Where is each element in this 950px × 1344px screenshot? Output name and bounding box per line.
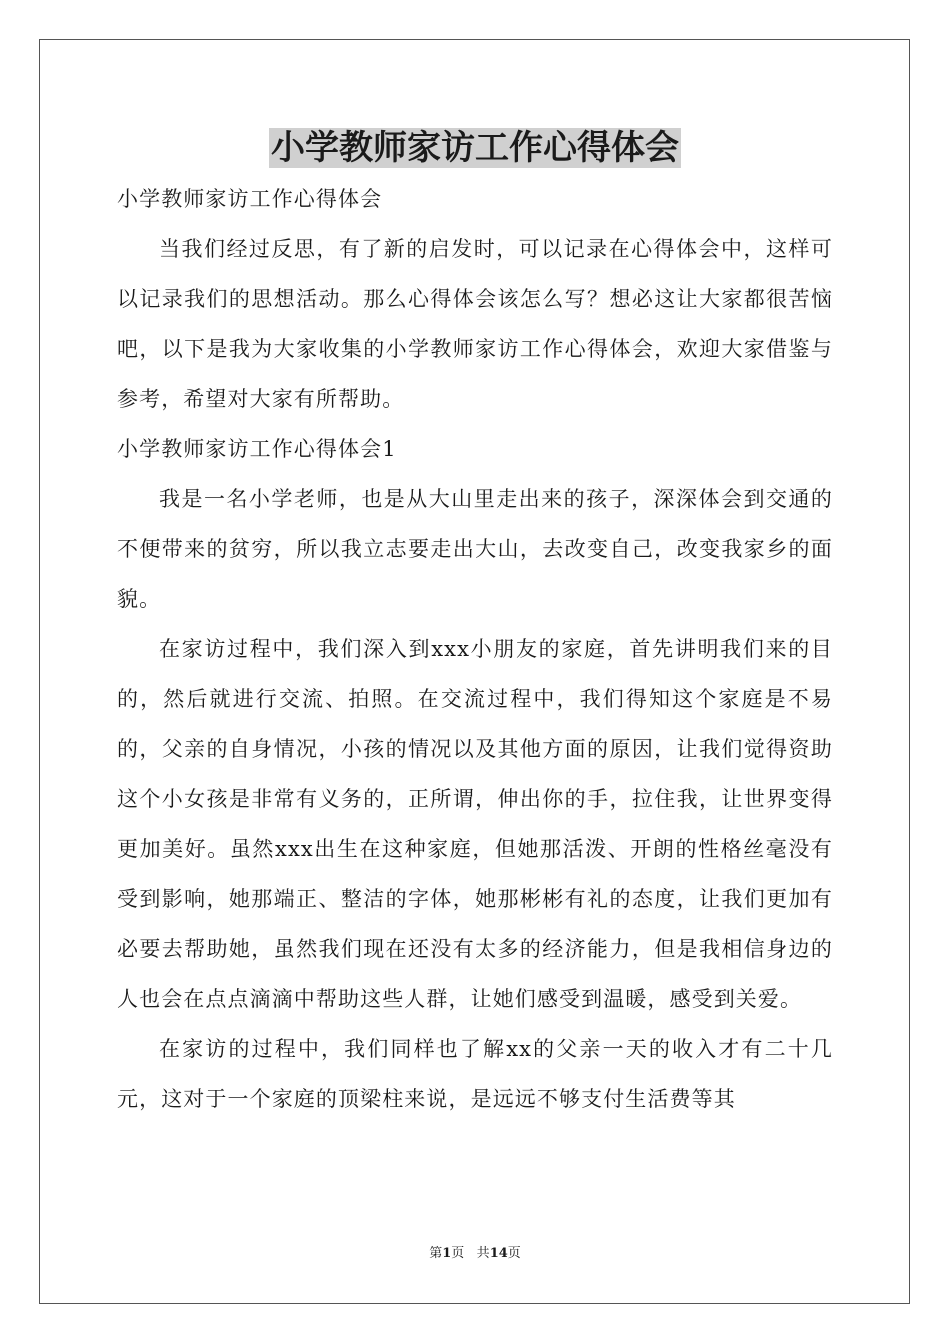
total-suffix: 页 bbox=[507, 1246, 521, 1261]
page-suffix: 页 bbox=[451, 1246, 465, 1261]
intro-paragraph: 当我们经过反思，有了新的启发时，可以记录在心得体会中，这样可以记录我们的思想活动。那么心得体会该怎么写？想必这让大家都很苦恼吧，以下是我为大家收集的小学教师家访工作心得体会，欢迎大家借鉴与参考，希望对大家有所帮助。 bbox=[117, 237, 833, 411]
section-paragraph-2: 在家访过程中，我们深入到xxx小朋友的家庭，首先讲明我们来的目的，然后就进行交流、拍照。在交流过程中，我们得知这个家庭是不易的，父亲的自身情况，小孩的情况以及其他方面的原因，让我们觉得资助这个小女孩是非常有义务的，正所谓，伸出你的手，拉住我，让世界变得更加美好。虽然xxx出生在这种家庭，但她那活泼、开朗的性格丝毫没有受到影响，她那端正、整洁的字体，她那彬彬有礼的态度，让我们更加有必要去帮助她，虽然我们现在还没有太多的经济能力，但是我相信身边的人也会在点点滴滴中帮助这些人群，让她们感受到温暖，感受到关爱。 bbox=[117, 637, 833, 1011]
document-title-text: 小学教师家访工作心得体会 bbox=[271, 128, 679, 168]
section-heading: 小学教师家访工作心得体会1 bbox=[117, 437, 397, 461]
page-number: 1 bbox=[442, 1246, 452, 1261]
document-subtitle: 小学教师家访工作心得体会 bbox=[117, 187, 383, 211]
page-footer bbox=[0, 1244, 950, 1264]
section-paragraph-1: 我是一名小学老师，也是从大山里走出来的孩子，深深体会到交通的不便带来的贫穷，所以我立志要走出大山，去改变自己，改变我家乡的面貌。 bbox=[117, 487, 833, 611]
section-paragraph-3: 在家访的过程中，我们同样也了解xx的父亲一天的收入才有二十几元，这对于一个家庭的顶梁柱来说，是远远不够支付生活费等其 bbox=[117, 1037, 833, 1111]
total-prefix: 共 bbox=[476, 1246, 490, 1261]
total-pages: 14 bbox=[489, 1246, 508, 1261]
footer-separator bbox=[464, 1246, 476, 1261]
document-title bbox=[0, 124, 950, 172]
page-prefix: 第 bbox=[429, 1246, 443, 1261]
document-body bbox=[117, 174, 833, 1124]
